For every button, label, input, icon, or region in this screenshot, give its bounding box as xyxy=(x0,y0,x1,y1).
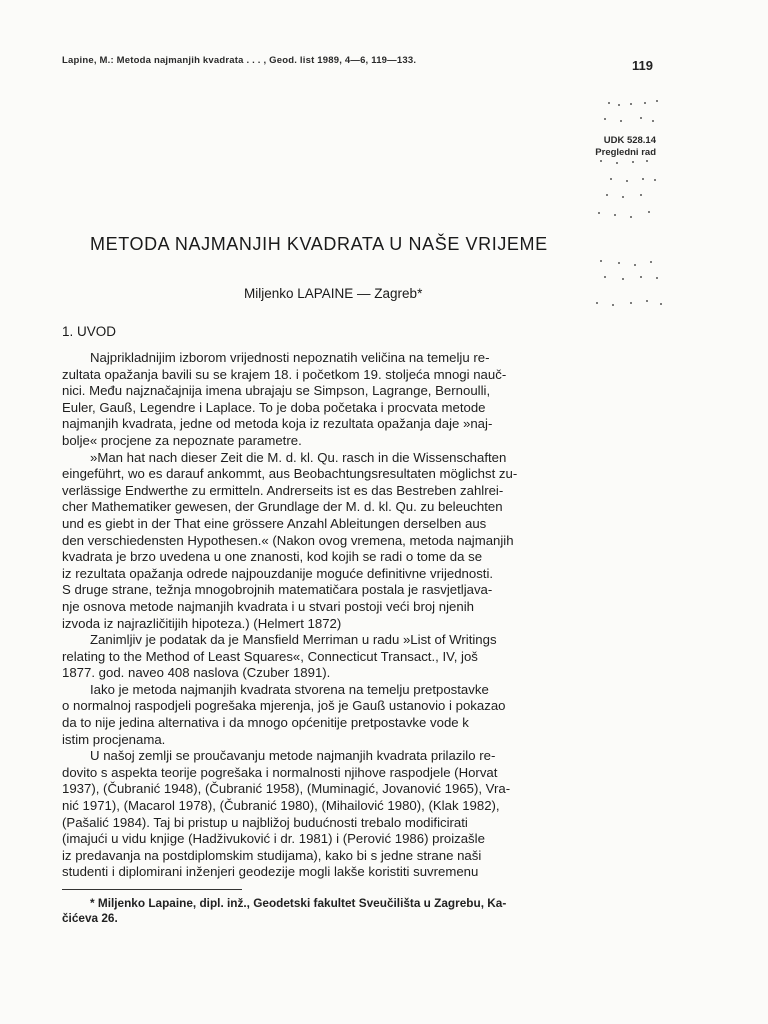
speckle-dot xyxy=(648,211,650,213)
speckle-dot xyxy=(604,276,606,278)
body-line: bolje« procjene za nepoznate parametre. xyxy=(62,432,302,448)
speckle-dot xyxy=(598,212,600,214)
page-number: 119 xyxy=(632,58,653,73)
body-line: 1877. god. naveo 408 naslova (Czuber 1891). xyxy=(62,665,331,681)
body-line: iz rezultata opažanja odrede najpouzdanije moguće definitivne vrijednosti. xyxy=(62,565,494,581)
speckle-dot xyxy=(608,102,610,104)
body-line: relating to the Method of Least Squares«, Connecticut Transact., IV, još xyxy=(62,648,478,664)
body-line: studenti i diplomirani inženjeri geodezije mogli lakše koristiti suvremenu xyxy=(62,864,479,880)
running-head: Lapine, M.: Metoda najmanjih kvadrata . . . , Geod. list 1989, 4—6, 119—133. xyxy=(62,55,417,66)
speckle-dot xyxy=(626,180,628,182)
body-line: nici. Među najznačajnija imena ubrajaju se Simpson, Lagrange, Bernoulli, xyxy=(62,383,491,399)
body-line: 1937), (Čubranić 1948), (Čubranić 1958), (Muminagić, Jovanović 1965), Vra- xyxy=(62,781,511,797)
body-line: istim procjenama. xyxy=(62,731,166,747)
body-line: kvadrata je brzo uvedena u one znanosti, kod kojih se radi o tome da se xyxy=(62,549,483,565)
speckle-dot xyxy=(646,160,648,162)
body-line: Zanimljiv je podatak da je Mansfield Merriman u radu »List of Writings xyxy=(90,632,497,648)
body-line: U našoj zemlji se proučavanju metode najmanjih kvadrata prilazilo re- xyxy=(90,748,496,764)
speckle-dot xyxy=(640,117,642,119)
speckle-dot xyxy=(650,261,652,263)
section-heading: 1. UVOD xyxy=(62,324,117,339)
body-line: iz predavanja na postdiplomskim studijama), kako bi s jedne strane naši xyxy=(62,847,482,863)
body-line: izvoda iz najrazličitijih hipoteza.) (Helmert 1872) xyxy=(62,615,342,631)
speckle-dot xyxy=(618,262,620,264)
body-line: nić 1971), (Macarol 1978), (Čubranić 1980), (Mihailović 1980), (Klak 1982), xyxy=(62,798,500,814)
footnote-line: * Miljenko Lapaine, dipl. inž., Geodetski fakultet Sveučilišta u Zagrebu, Ka- xyxy=(90,896,507,910)
body-line: o normalnoj raspodjeli pogrešaka mjerenja, još je Gauß ustanovio i pokazao xyxy=(62,698,506,714)
body-line: (imajući u vidu knjige (Hadživuković i dr. 1981) i (Perović 1986) proizašle xyxy=(62,831,485,847)
speckle-dot xyxy=(630,216,632,218)
speckle-dot xyxy=(600,260,602,262)
speckle-dot xyxy=(642,178,644,180)
udk-code: UDK 528.14 xyxy=(603,135,656,146)
body-line: Najprikladnijim izborom vrijednosti nepoznatih veličina na temelju re- xyxy=(90,350,490,365)
body-line: najmanjih kvadrata, jedne od metoda koja iz rezultata opažanja daje »naj- xyxy=(62,416,493,432)
speckle-dot xyxy=(612,304,614,306)
body-line: S druge strane, težnja mnogobrojnih matematičara postala je rasvjetljava- xyxy=(62,582,493,598)
speckle-dot xyxy=(646,300,648,302)
speckle-dot xyxy=(620,120,622,122)
article-title: METODA NAJMANJIH KVADRATA U NAŠE VRIJEME xyxy=(90,234,548,254)
speckle-dot xyxy=(660,303,662,305)
body-text xyxy=(62,350,674,881)
speckle-dot xyxy=(630,302,632,304)
speckle-dot xyxy=(616,162,618,164)
speckle-dot xyxy=(656,100,658,102)
speckle-dot xyxy=(640,276,642,278)
footnote-line: čićeva 26. xyxy=(62,911,118,925)
speckle-dot xyxy=(600,160,602,162)
speckle-dot xyxy=(630,103,632,105)
speckle-dot xyxy=(644,102,646,104)
article-author: Miljenko LAPAINE — Zagreb* xyxy=(244,286,423,301)
speckle-dot xyxy=(622,196,624,198)
body-line: (Pašalić 1984). Taj bi pristup u najbližoj budućnosti trebalo modificirati xyxy=(62,814,468,830)
classification-block xyxy=(595,135,656,159)
body-line: nje osnova metode najmanjih kvadrata i u stvari postoji veći broj njenih xyxy=(62,598,474,614)
speckle-dot xyxy=(632,161,634,163)
speckle-dot xyxy=(614,214,616,216)
body-line: den verschiedensten Hypothesen.« (Nakon ovog vremena, metoda najmanjih xyxy=(62,532,514,548)
body-line: »Man hat nach dieser Zeit die M. d. kl. Qu. rasch in die Wissenschaften xyxy=(90,449,507,465)
speckle-dot xyxy=(640,194,642,196)
speckle-dot xyxy=(610,178,612,180)
speckle-dot xyxy=(654,179,656,181)
speckle-dot xyxy=(656,277,658,279)
speckle-dot xyxy=(618,104,620,106)
footnote xyxy=(62,896,674,926)
footnote-rule xyxy=(62,889,242,890)
body-line: Euler, Gauß, Legendre i Laplace. To je doba početaka i procvata metode xyxy=(62,399,486,415)
body-line: eingeführt, wo es darauf ankommt, aus Beobachtungsresultaten möglichst zu- xyxy=(62,466,518,482)
body-line: dovito s aspekta teorije pogrešaka i normalnosti njihove raspodjele (Horvat xyxy=(62,764,498,780)
speckle-dot xyxy=(604,118,606,120)
body-line: Iako je metoda najmanjih kvadrata stvorena na temelju pretpostavke xyxy=(90,681,489,697)
body-line: zultata opažanja bavili su se krajem 18. i početkom 19. stoljeća mnogi nauč- xyxy=(62,366,507,382)
body-line: da to nije jedina alternativa i da mnogo općenitije pretpostavke vode k xyxy=(62,715,469,731)
body-line: verlässige Endwerthe zu ermitteln. Andrerseits ist es das Bestreben zahlrei- xyxy=(62,482,504,498)
speckle-dot xyxy=(652,120,654,122)
body-line: cher Mathematiker gewesen, der Grundlage der M. d. kl. Qu. zu beleuchten xyxy=(62,499,503,515)
speckle-dot xyxy=(634,264,636,266)
speckle-dot xyxy=(606,194,608,196)
body-line: und es giebt in der That eine grössere Anzahl Ableitungen derselben aus xyxy=(62,515,487,531)
article-type: Pregledni rad xyxy=(595,147,656,158)
speckle-dot xyxy=(596,302,598,304)
speckle-dot xyxy=(622,278,624,280)
